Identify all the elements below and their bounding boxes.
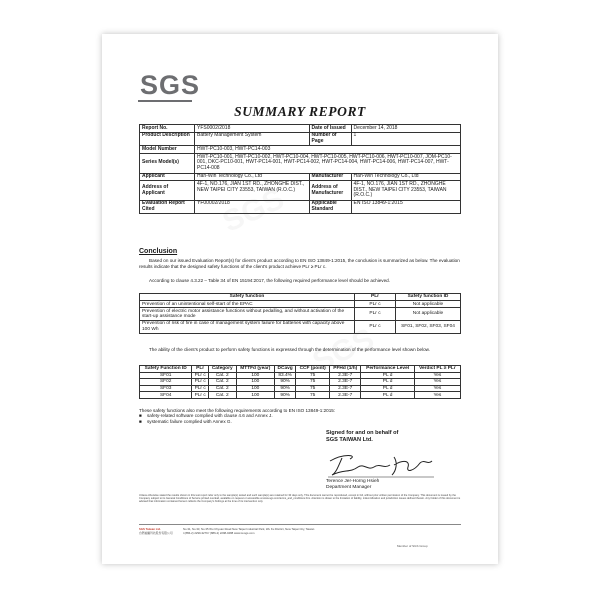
page-count: 1: [351, 132, 460, 146]
table-row: [140, 320, 461, 333]
company-name: SGS Taiwan Ltd.: [139, 527, 161, 531]
table-cell: SF02: [140, 379, 192, 386]
col-header: Performance Level: [361, 366, 414, 373]
table-cell: PL d: [361, 392, 414, 399]
table-cell: Cat. 2: [208, 379, 236, 386]
table-cell: Prevention of risk of fire in case of management system failure for batteries with capacity above 100 Wh: [140, 320, 355, 333]
col-header: PFHd (1/h): [330, 366, 361, 373]
col-header: Safety function ID: [396, 294, 461, 301]
conclusion-heading: Conclusion: [139, 248, 178, 255]
logo-underline: [138, 100, 192, 102]
bullet-icon: ■: [139, 418, 142, 424]
fine-print: Unless otherwise stated the results shown in this test report refer only to the sample(s) tested and such sample(s) are retained for 30 days only. This document cannot be reproduced, except in full, without prior written permission of the Company. This document is issued by the Company subject to its General Conditions of Service printed overleaf, available on request or accessible at www.sgs.com/terms_and_conditions.htm. Attention is drawn to the limitation of liability, indemnification and jurisdiction issues defined therein. Any holder of this document is advised that information contained hereon reflects the Company's findings at the time of its intervention only.: [139, 494, 461, 504]
table-cell: 75: [296, 385, 330, 392]
col-header: Category: [208, 366, 236, 373]
applicant-address: 4F-1, NO.176, JIAN 1ST RD., ZHONGHE DIST., NEW TAIPEI CITY 23553, TAIWAN (R.O.C.): [195, 181, 310, 200]
col-header: Verdict PL ≥ PLr: [414, 366, 460, 373]
table-cell: Prevention of electric motor assistance functions without pedalling, and without activation of the start-up assistance mode: [140, 308, 355, 321]
col-header: Safety function: [140, 294, 355, 301]
table-cell: 100: [236, 392, 275, 399]
notes-intro: These safety functions also meet the following requirements according to EN ISO 13849-1:2015:: [139, 408, 336, 413]
footer-contact: [183, 527, 461, 535]
evaluation-label: Evaluation Report Cited: [140, 200, 195, 214]
table-cell: Yes: [414, 379, 460, 386]
company-line: SGS TAIWAN Ltd.: [326, 436, 373, 443]
note-text: safety-related software complied with clause 4.6 and Annex J.: [147, 413, 273, 419]
table-cell: 100: [236, 385, 275, 392]
table-cell: 75: [296, 392, 330, 399]
table-cell: 75: [296, 372, 330, 379]
note-item: [139, 419, 461, 424]
table-cell: PL d: [361, 372, 414, 379]
applicant-label: Applicant: [140, 173, 195, 181]
company-name-zh: 台灣檢驗科技股份有限公司: [139, 531, 173, 535]
signatory-name: Terence Jer-Horng Hsieh: [326, 479, 380, 484]
date-label: Date of Issued: [309, 125, 351, 133]
table-row: [140, 372, 461, 379]
table-cell: SF01: [140, 372, 192, 379]
table-cell: Cat. 2: [208, 385, 236, 392]
table-cell: 2.3E-7: [330, 385, 361, 392]
requirement-paragraph: According to clause 4.3.22 – Table 34 of EN 15194:2017, the following required performance level should be achieved.: [149, 278, 390, 283]
table-cell: 90%: [275, 379, 296, 386]
report-title: SUMMARY REPORT: [234, 104, 366, 119]
table-row: [140, 308, 461, 321]
signature-block: [326, 430, 466, 443]
table-cell: PLr c: [355, 320, 396, 333]
performance-level-table: [139, 365, 461, 399]
conclusion-paragraph: Based on our issued Evaluation Report(s) for client's product according to EN ISO 13849-1:2015, the conclusion is summarized as below. The evaluation results indicate that the designed safety functions of the client's product achieve PLr ≥ PLr c.: [139, 258, 460, 269]
manufacturer-address-label: Address of Manufacturer: [309, 181, 351, 200]
table-cell: Yes: [414, 392, 460, 399]
table-cell: 2.3E-7: [330, 372, 361, 379]
table-cell: SF04: [140, 392, 192, 399]
table-cell: PLr c: [192, 379, 209, 386]
table-cell: SF03: [140, 385, 192, 392]
note-text: systematic failure complied with Annex G.: [147, 418, 232, 424]
safety-function-table: [139, 293, 461, 334]
table-cell: 100: [236, 379, 275, 386]
table-cell: 2.3E-7: [330, 379, 361, 386]
table-cell: 90%: [275, 392, 296, 399]
table-cell: PLr c: [192, 392, 209, 399]
compliance-notes: [139, 408, 461, 424]
footer: [139, 524, 461, 543]
manufacturer: Han-Win Technology Co., Ltd: [351, 173, 460, 181]
applicant-address-label: Address of Applicant: [140, 181, 195, 200]
table-cell: PLr c: [355, 301, 396, 308]
product-description: Battery Management System: [195, 132, 310, 146]
table-cell: PLr c: [192, 385, 209, 392]
signatory-role: Department Manager: [326, 484, 372, 490]
model-label: Model Number: [140, 146, 195, 154]
table-row: [140, 392, 461, 399]
col-header: DCavg: [275, 366, 296, 373]
table-row: [140, 379, 461, 386]
signed-for-line: Signed for and on behalf of: [326, 430, 399, 436]
table-cell: 75: [296, 379, 330, 386]
table-cell: Cat. 2: [208, 372, 236, 379]
product-label: Product Description: [140, 132, 195, 146]
footer-company: [139, 527, 179, 535]
report-no-label: Report No.: [140, 125, 195, 133]
table-cell: PL d: [361, 385, 414, 392]
footer-phone: t (886-2) 2299-3279 f (886-2) 2298-0488 www.tw.sgs.com: [183, 531, 255, 535]
table-cell: PLr c: [192, 372, 209, 379]
table-row: [140, 385, 461, 392]
table-cell: PL d: [361, 379, 414, 386]
table-cell: 90%: [275, 385, 296, 392]
col-header: PLr: [192, 366, 209, 373]
performance-paragraph: The ability of the client's product to perform safety functions is expressed through the determination of the performance level shown below.: [149, 347, 430, 352]
applicable-standard: EN ISO 13849-1:2015: [351, 200, 460, 214]
report-no: YFS0002/2018: [195, 125, 310, 133]
table-cell: Not applicable: [396, 301, 461, 308]
applicant: Han-Win Technology Co., Ltd: [195, 173, 310, 181]
evaluation-report: YF00002/2018: [195, 200, 310, 214]
table-cell: 100: [236, 372, 275, 379]
table-cell: Yes: [414, 372, 460, 379]
table-cell: Not applicable: [396, 308, 461, 321]
sgs-logo: SGS: [140, 70, 201, 100]
col-header: Safety Function ID: [140, 366, 192, 373]
series-label: Series Model(s): [140, 154, 195, 173]
handwritten-signature: [324, 449, 444, 483]
manufacturer-address: 4F-1, NO.176, JIAN 1ST RD., ZHONGHE DIST., NEW TAIPEI CITY 23553, TAIWAN (R.O.C.): [351, 181, 460, 200]
table-cell: Prevention of an unintentional self-start of the EPAC: [140, 301, 355, 308]
model-number: HWT-PC10-003, HWT-PC14-003: [195, 146, 461, 154]
date-issued: December 14, 2018: [351, 125, 460, 133]
bullet-icon: ■: [139, 413, 142, 419]
table-cell: Yes: [414, 385, 460, 392]
pages-label: Number of Page: [309, 132, 351, 146]
col-header: MTTFd (year): [236, 366, 275, 373]
col-header: CCF (point): [296, 366, 330, 373]
series-models: HWT-PC10-001, HWT-PC10-002, HWT-PC10-004, HWT-PC10-005, HWT-PC10-006, HWT-PC10-007, JOM-PC10-001, DKC-PC10-001, HWT-PC14-001, HWT-PC14-002, HWT-PC14-004, HWT-PC14-006, HWT-PC14-007, HWT-PC14-008: [195, 154, 461, 173]
table-cell: Cat. 2: [208, 392, 236, 399]
table-cell: PLr c: [355, 308, 396, 321]
table-row: [140, 301, 461, 308]
table-cell: 2.3E-7: [330, 392, 361, 399]
report-page: [102, 34, 498, 564]
signatory: [326, 479, 379, 490]
footer-address: No.31, No.33, No.35 Wu Chyuan Road New Taipei Industrial Park, Wu Ku District, New Taipei City, Taiwan: [183, 527, 315, 531]
member-note: Member of SGS Group: [397, 544, 428, 548]
report-info-table: [139, 124, 461, 214]
standard-label: Applicable Standard: [309, 200, 351, 214]
table-cell: 83.4%: [275, 372, 296, 379]
col-header: PLr: [355, 294, 396, 301]
manufacturer-label: Manufacturer: [309, 173, 351, 181]
table-cell: SF01, SF02, SF03, SF04: [396, 320, 461, 333]
